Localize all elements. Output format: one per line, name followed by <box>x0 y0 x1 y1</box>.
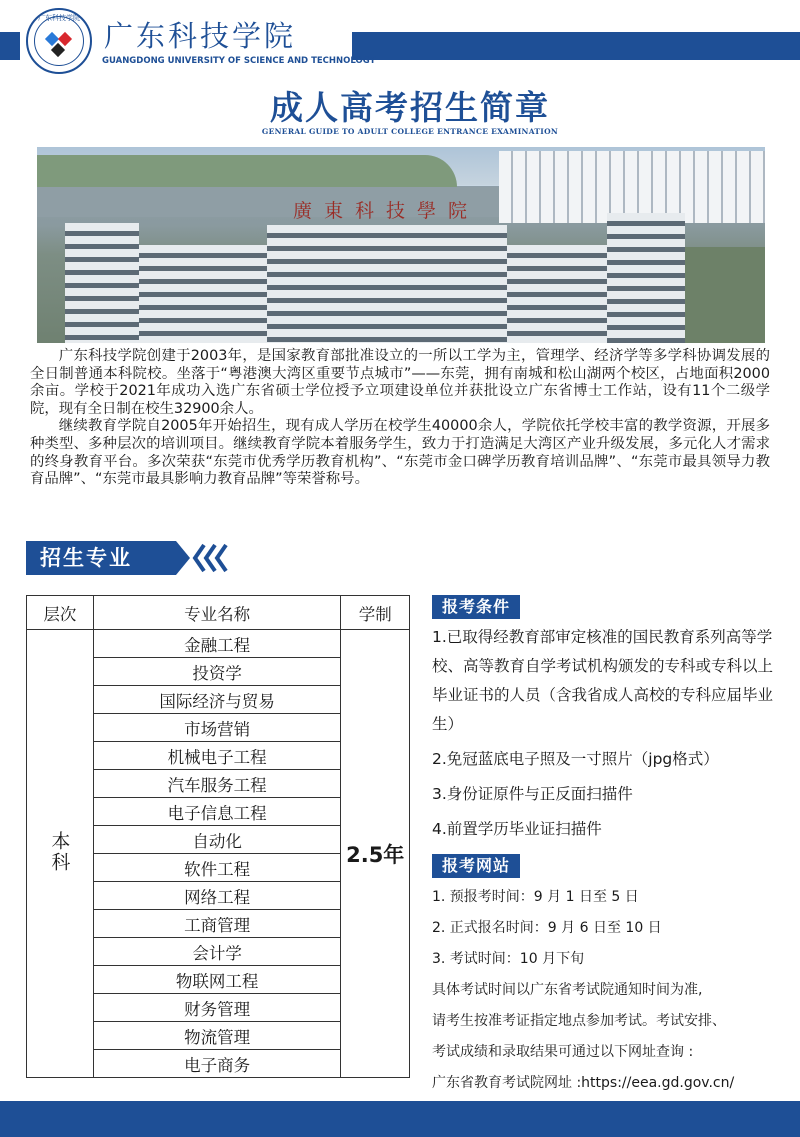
requirement-item: 3.身份证原件与正反面扫描件 <box>432 785 633 803</box>
major-cell: 软件工程 <box>93 854 341 882</box>
chevrons-icon <box>192 541 232 575</box>
intro-paragraph: 继续教育学院自2005年开始招生，现有成人学历在校学生40000余人，学院依托学校丰富的教学资源，开展多种类型、多种层次的培训项目。继续教育学院本着服务学生，致力于打造满足大湾区产业升级发展，多元化人才需求的终身教育平台。多次荣获“东莞市优秀学历教育机构”、“东莞市金口碑学历教育培训品牌”、“东莞市最具领导力教育品牌”、“东莞市最具影响力教育品牌”等荣誉称号。 <box>30 418 770 488</box>
header-bar-left <box>0 32 20 60</box>
campus-sign: 廣東科技學院 <box>292 200 479 222</box>
school-name-cn: 广东科技学院 <box>104 19 297 53</box>
major-cell: 物联网工程 <box>93 966 341 994</box>
timeline-line: 3. 考试时间：10 月下旬 <box>432 951 585 967</box>
major-cell: 汽车服务工程 <box>93 770 341 798</box>
intro-text <box>30 348 770 489</box>
timeline-line: 请考生按准考证指定地点参加考试。考试安排、 <box>432 1013 726 1029</box>
section-banner-majors: 招生专业 <box>26 541 176 575</box>
level-text: 本科 <box>48 830 71 873</box>
page-title-en: GENERAL GUIDE TO ADULT COLLEGE ENTRANCE EXAMINATION <box>261 127 559 136</box>
requirement-item: 4.前置学历毕业证扫描件 <box>432 820 602 838</box>
intro-paragraph: 广东科技学院创建于2003年，是国家教育部批准设立的一所以工学为主，管理学、经济学等多学科协调发展的全日制普通本科院校。坐落于“粤港澳大湾区重要节点城市”——东莞，拥有南城和松山湖两个校区，占地面积2000余亩。学校于2021年成功入选广东省硕士学位授予立项建设单位并获批设立广东省博士工作站，设有11个二级学院，现有全日制在校生32900余人。 <box>30 348 770 417</box>
photo-building-right-wing <box>507 245 607 343</box>
photo-building-center <box>267 225 507 343</box>
requirements-tag: 报考条件 <box>432 595 520 619</box>
major-cell: 自动化 <box>93 826 341 854</box>
major-cell: 会计学 <box>93 938 341 966</box>
major-cell: 投资学 <box>93 658 341 686</box>
header-duration: 学制 <box>341 596 410 630</box>
major-cell: 工商管理 <box>93 910 341 938</box>
timeline-line: 1. 预报考时间：9 月 1 日至 5 日 <box>432 889 639 905</box>
school-logo <box>26 8 92 74</box>
table-header-row <box>27 596 410 630</box>
major-cell: 网络工程 <box>93 882 341 910</box>
major-cell: 物流管理 <box>93 1022 341 1050</box>
table-row <box>27 630 410 658</box>
majors-table <box>26 595 410 1078</box>
timeline-list <box>432 882 784 1099</box>
requirement-item: 1.已取得经教育部审定核准的国民教育系列高等学校、高等教育自学考试机构颁发的专科或专科以上毕业证书的人员（含我省成人高校的专科应届毕业生） <box>432 628 774 733</box>
duration-cell: 2.5年 <box>341 630 410 1078</box>
page-title: 成人高考招生简章 <box>270 88 550 127</box>
website-url-line[interactable]: 广东省教育考试院网址 :https://eea.gd.gov.cn/ <box>432 1075 735 1091</box>
photo-building-left <box>65 223 139 343</box>
level-cell <box>27 630 94 1078</box>
banner-arrow-icon <box>176 541 190 575</box>
requirement-item: 2.免冠蓝底电子照及一寸照片（jpg格式） <box>432 750 719 768</box>
campus-photo <box>37 147 765 343</box>
logo-text: 广东科技学院 <box>38 14 80 22</box>
timeline-line: 2. 正式报名时间：9 月 6 日至 10 日 <box>432 920 662 936</box>
website-tag: 报考网站 <box>432 854 520 878</box>
major-cell: 国际经济与贸易 <box>93 686 341 714</box>
major-cell: 财务管理 <box>93 994 341 1022</box>
header-major: 专业名称 <box>93 596 341 630</box>
major-cell: 市场营销 <box>93 714 341 742</box>
header-bar-right <box>352 32 800 60</box>
timeline-line: 具体考试时间以广东省考试院通知时间为准, <box>432 982 703 998</box>
photo-building-left-wing <box>139 245 267 343</box>
photo-hill <box>37 155 457 187</box>
footer-bar <box>0 1101 800 1137</box>
timeline-line: 考试成绩和录取结果可通过以下网址查询 : <box>432 1044 694 1060</box>
school-name-en: GUANGDONG UNIVERSITY OF SCIENCE AND TECHNOLOGY <box>102 56 376 66</box>
photo-building-right <box>607 213 685 343</box>
major-cell: 金融工程 <box>93 630 341 658</box>
requirements-list <box>432 623 784 844</box>
major-cell: 电子商务 <box>93 1050 341 1078</box>
major-cell: 机械电子工程 <box>93 742 341 770</box>
header-level: 层次 <box>27 596 94 630</box>
major-cell: 电子信息工程 <box>93 798 341 826</box>
photo-trees <box>685 247 765 343</box>
